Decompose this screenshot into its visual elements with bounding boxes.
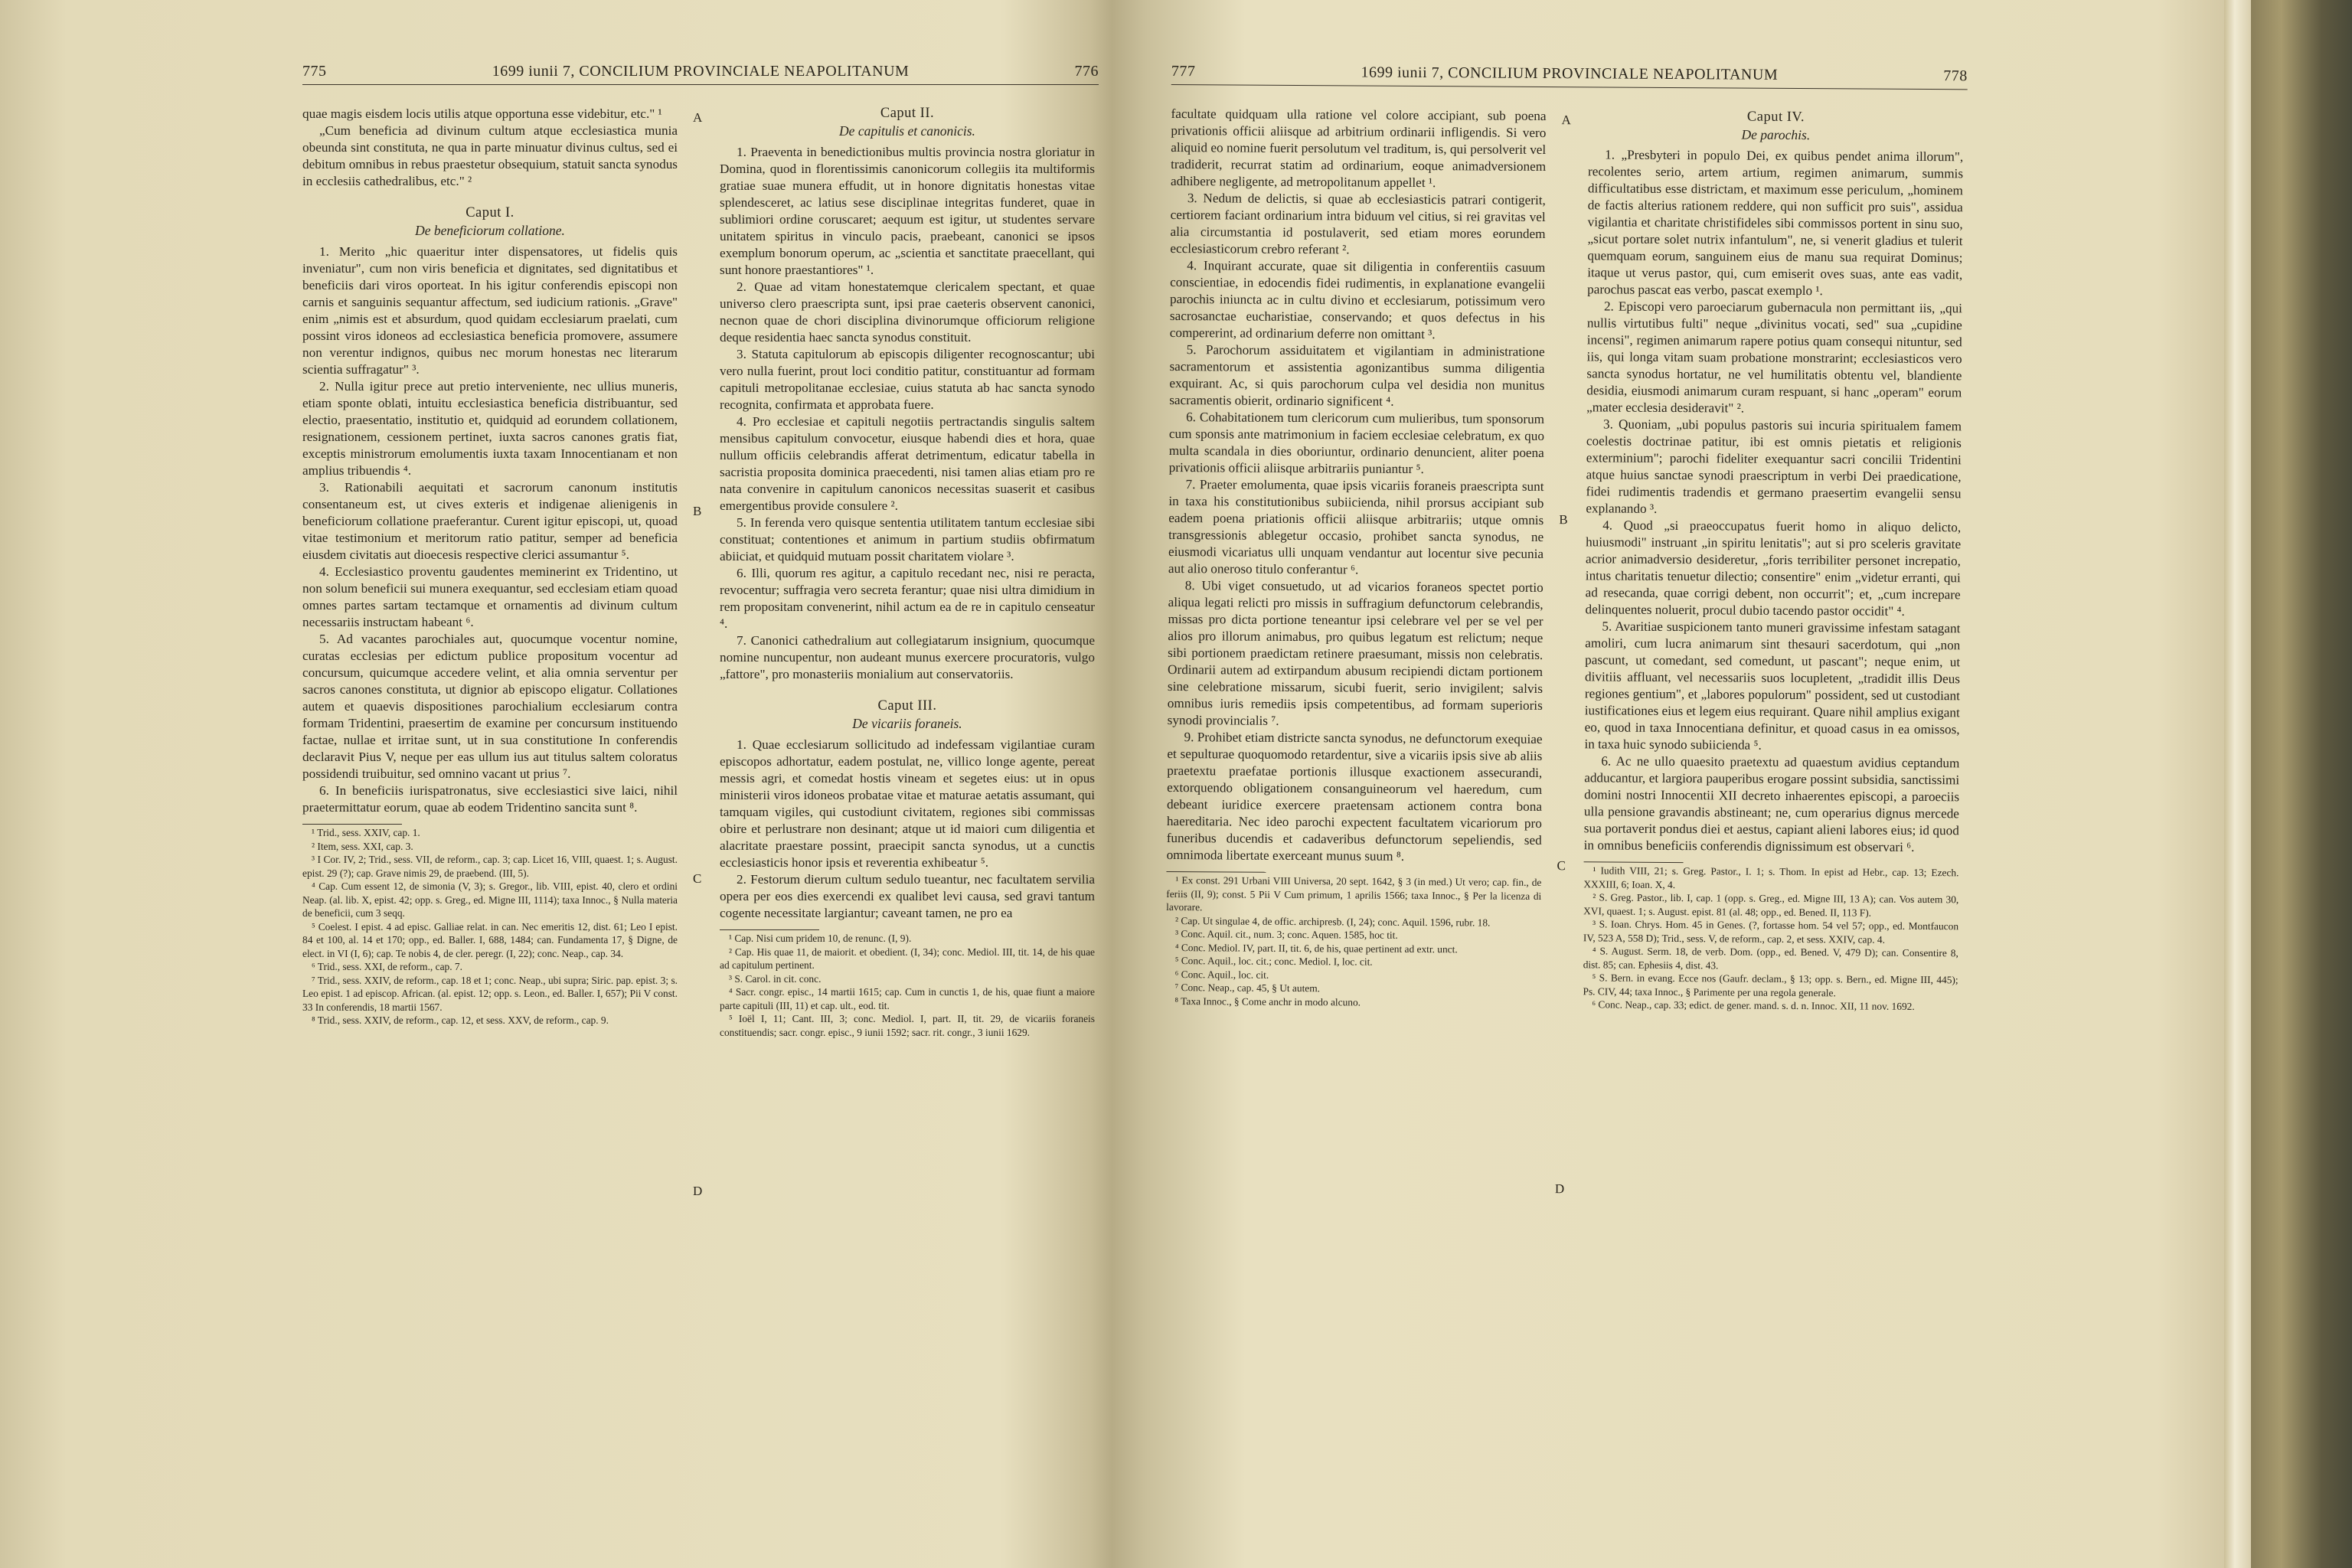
book-cover: [2251, 0, 2352, 1568]
running-header: [302, 54, 1099, 85]
paragraph: 8. Ubi viget consuetudo, ut ad vicarios foraneos spectet portio aliqua legati relicti pro missis in suffragium defunctorum celebrandis, missas pro dicta portione teneantur ipsi celebrare vel per se vel per alios pro illorum animabus, pro quibus legatum est relictum; neque sibi portionem praedictam retinere praesumant, missis non celebratis. Ordinarii autem ad extirpandum abusum recipiendi dictam portionem sine celebratione missarum, sicubi fuerit, serio invigilent; salvis omnibus iuris remediis ipsis competentibus, ad formam superioris synodi provincialis ⁷.: [1167, 578, 1544, 728]
footnote: ³ Conc. Aquil. cit., num. 3; conc. Aquen. 1585, hoc tit.: [1174, 928, 1398, 941]
margin-letter: C: [1557, 858, 1566, 874]
paragraph: 6. Cohabitationem tum clericorum cum mulieribus, tum sponsorum cum sponsis ante matrimonium in faciem ecclesiae celebratum, ex quo multa scandala in dies oboriuntur, ordinario denuncient, aliter poena privationis officii aliisque arbitrariis puniantur ⁵.: [1168, 410, 1545, 477]
column-left: [1165, 106, 1546, 1010]
chapter-subheading: De vicariis foraneis.: [852, 716, 962, 731]
footnote: ¹ Ex const. 291 Urbani VIII Universa, 20 sept. 1642, § 3 (in med.) Ut vero; cap. fin., de feriis (II, 9); const. 5 Pii V Cum primum, 1 aprilis 1566; taxa Innoc., § Per la licenza di lavorare.: [1166, 874, 1542, 913]
paragraph: „Cum beneficia ad divinum cultum atque ecclesiastica munia obeunda sint constituta, ne qua in parte minuatur divinus cultus, sed ei debitum omnibus in rebus praestetur obsequium, statuit sancta synodus in ecclesiis cathedralibus, etc." ²: [302, 123, 678, 188]
chapter-heading: Caput III.: [877, 698, 937, 714]
footnote: ⁸ Taxa Innoc., § Come anchr in modo alcuno.: [1174, 995, 1361, 1008]
paragraph: 5. Ad vacantes parochiales aut, quocumque vocentur nomine, curatas ecclesias per edictum publice propositum vocentur ad concursum, quicumque accedere velint, et alia omnia serventur per sacros canones constituta, ut dignior ab episcopo eligatur. Collationes autem et quaevis dispositiones parochialium ecclesiarum contra formam Tridentini, praesertim de examine per concursum instituendo factae, nullae et irritae sunt, ut in sua constitutione In conferendis declaravit Pius V, neque per eas ullum ius aut titulus saltem coloratus possidendi truibuitur, sed omnino vacant ut prius ⁷.: [302, 632, 678, 781]
paragraph: 1. Quae ecclesiarum sollicitudo ad indefessam vigilantiae curam episcopos adhortatur, eadem postulat, ne, villico longe agente, pereat messis agri, et comedat hostis vineam et segetes eius: ut in opus ministerii viros idoneos probatae vitae et maturae aetatis assumant, qui tamquam vigiles, qui custodiunt civitatem, regiones sibi commissas obire et perlustrare non desinant; atque ut id maiori cum diligentia et alacritate praestare possint, praecipit sancta synodus, ut a cunctis ecclesiasticis honor ipsis et reverentia exhibeatur ⁵.: [720, 737, 1095, 870]
footnote: ⁴ Sacr. congr. episc., 14 martii 1615; cap. Cum in cunctis 1, de his, quae fiunt a maiore parte capituli (III, 11) et cap. ult., eod. tit.: [720, 986, 1095, 1011]
footnote: ⁸ Trid., sess. XXIV, de reform., cap. 12, et sess. XXV, de reform., cap. 9.: [312, 1014, 609, 1026]
footnote: ⁶ Conc. Neap., cap. 33; edict. de gener. mand. s. d. n. Innoc. XII, 11 nov. 1692.: [1592, 998, 1915, 1012]
paragraph: 9. Prohibet etiam districte sancta synodus, ne defunctorum exequiae et sepulturae quoquomodo retardentur, sive a vicariis ipsis sive ab aliis praetextu praefatae portionis illusque exactionem assecurandi, extorquendo obligationem consanguineorum vel haeredum, cum debeant iuridice exercere praetensam actionem contra bona haereditaria. Nec ideo parochi expectent facultatem vicariorum pro funeribus ducendis et cadaveribus defunctorum sepeliendis, sed omnimoda libertate exerceant munus suum ⁸.: [1166, 730, 1543, 864]
paragraph: 6. In beneficiis iurispatronatus, sive ecclesiastici sive laici, nihil praetermittatur eorum, quae ab eodem Tridentino sancita sunt ⁸.: [302, 783, 678, 815]
footnote: ⁵ S. Bern. in evang. Ecce nos (Gaufr. declam., § 13; opp. s. Bern., ed. Migne III, 445); Ps. CIV, 44; taxa Innoc., § Parimente per una regola generale.: [1583, 972, 1958, 998]
footnote: ² Cap. His quae 11, de maiorit. et obedient. (I, 34); conc. Mediol. III, tit. 14, de his quae ad capitulum pertinent.: [720, 946, 1095, 971]
paragraph: 5. In ferenda vero quisque sententia utilitatem tantum ecclesiae sibi constituat; contentiones et animum in partium studiis obfirmatum abiiciat, et quidquid mutuam possit charitatem violare ³.: [720, 515, 1095, 564]
chapter-heading: Caput I.: [466, 205, 514, 220]
paragraph: 1. Praeventa in benedictionibus multis provincia nostra gloriatur in Domina, quod in florentissimis canonicorum collegiis ita multiformis gratiae suae munera effudit, ut in honore dignitatis honestas vitae splendesceret, ac latius sese disciplinae integritas funderet, quae in sublimiori ordine coruscaret; aequum est igitur, ut studentes servare unitatem spiritus in vinculo pacis, praebeant, canonici se ipsos exemplum bonorum operum, ac „scientia et sanctitate praecellant, qui sunt honore praestantiores" ¹.: [720, 145, 1095, 277]
header-title: 1699 iunii 7, CONCILIUM PROVINCIALE NEAPOLITANUM: [492, 63, 910, 80]
footnote: ³ S. Ioan. Chrys. Hom. 45 in Genes. (?, fortasse hom. 54 vel 57; opp., ed. Montfaucon IV, 523 A, 558 D); Trid., sess. V, de reform., cap. 2, et sess. XXIV, cap. 4.: [1583, 918, 1959, 946]
footnote: ⁶ Trid., sess. XXI, de reform., cap. 7.: [312, 961, 462, 972]
margin-letter: A: [693, 110, 703, 125]
margin-letter: B: [1559, 512, 1568, 528]
chapter-heading: Caput II.: [880, 106, 935, 121]
footnote: ² Cap. Ut singulae 4, de offic. archipresb. (I, 24); conc. Aquil. 1596, rubr. 18.: [1175, 914, 1491, 929]
paragraph: 6. Illi, quorum res agitur, a capitulo recedant nec, nisi re peracta, revocentur; suffragia vero secreta ferantur; quae nisi ultra dimidium in rem propositam convenerint, nihil actum ea de re in capitulo censeatur ⁴.: [720, 566, 1095, 631]
column-right: [720, 106, 1095, 1039]
right-page: [1162, 54, 1968, 1551]
footnote: ⁴ S. August. Serm. 18, de verb. Dom. (opp., ed. Bened. V, 479 D); can. Consentire 8, dist. 85; can. Ephesiis 4, dist. 43.: [1583, 945, 1958, 971]
footnote: ⁴ Cap. Cum essent 12, de simonia (V, 3); s. Gregor., lib. VIII, epist. 40, clero et ordini Neap. (al. lib. X, epist. 42; opp. s. Greg., ed. Migne III, 1114); taxa Innoc., § Nulla materia de beneficii, cum 3 seqq.: [302, 880, 678, 919]
header-title: 1699 iunii 7, CONCILIUM PROVINCIALE NEAPOLITANUM: [1361, 64, 1779, 83]
column-left: [302, 106, 678, 1027]
page-edges: [2224, 0, 2251, 1568]
paragraph: 2. Quae ad vitam honestatemque clericalem spectant, et quae universo clero praescripta sunt, ipsi prae caeteris observent canonici, necnon quae de chori disciplina divinorumque officiorum religione deque residentia haec sancta synodus constituit.: [720, 279, 1095, 345]
paragraph: 2. Episcopi vero paroeciarum gubernacula non permittant iis, „qui nullis virtutibus fulti" neque „divinitus vocati, sed" sua „cupidine incensi", regimen animarum rapere potius quam consequi nituntur, sed iis, qui longa vitam suam probatione monstrarint; ecclesiasticos vero sancta synodus hortatur, ne vel humilitatis obtentu vel, blandiente desidia, eiusmodi animarum curam respuant, si hanc „operam" eorum „mater ecclesia desideravit" ².: [1586, 299, 1963, 416]
margin-letter: C: [693, 871, 702, 886]
paragraph: 3. Statuta capitulorum ab episcopis diligenter recognoscantur; ubi vero nulla fuerint, prout loci conditio patitur, constituantur ad formam capituli metropolitanae ecclesiae, cuius statuta ab hac sancta synodo recognita, confirmata et approbata fuere.: [720, 347, 1095, 412]
footnote: ² S. Greg. Pastor., lib. I, cap. 1 (opp. s. Greg., ed. Migne III, 13 A); can. Vos autem 30, XVI, quaest. 1; s. August. epist. 81 (al. 48; opp., ed. Bened. II, 113 F).: [1583, 891, 1959, 919]
footnote: ⁶ Conc. Aquil., loc. cit.: [1174, 968, 1269, 981]
margin-letter: B: [693, 504, 702, 518]
chapter-heading: Caput IV.: [1746, 109, 1805, 126]
running-header: [1171, 54, 1968, 90]
paragraph: 7. Canonici cathedralium aut collegiatarum insignium, quocumque nomine nuncupentur, non audeant munus exercere procuratoris, vulgo „fattore", pro monasteriis monialium aut conservatoriis.: [720, 633, 1095, 681]
paragraph: 6. Ac ne ullo quaesito praetextu ad quaestum avidius ceptandum adducantur, et largiora pauperibus erogare possint subsidia, sanctissimi domini nostri Innocentii XII decreto inhaerentes episcopi, a paroeciis ulla pensione gravandis abstineant; ne, cum operarius dignus mercede sua portaverit pondus diei et aestus, capiant alieni labores eius; id quod in omnibus beneficiis conferendis dignissimum est observari ⁶.: [1583, 753, 1960, 854]
footnote: ⁷ Trid., sess. XXIV, de reform., cap. 18 et 1; conc. Neap., ubi supra; Siric. pap. epist. 3; s. Leo epist. 1 ad episcop. African. (al. epist. 12; opp. s. Leon., ed. Baller. I, 657); Pii V const. 33 In conferendis, 18 martii 1567.: [302, 974, 678, 1013]
paragraph: 4. Quod „si praeoccupatus fuerit homo in aliquo delicto, huiusmodi" instruant „in spiritu lenitatis"; aut si pro sceleris gravitate acrior animadversio desideretur, „foris terribiliter personet increpatio, intus charitatis tenuetur dilectio; consentire" enim „videtur erranti, qui ad resecanda, quae corrigi debent, non occurrit"; et, „cum increpare delinquentes noluerit, procul dubio tacendo pastor occidit" ⁴.: [1585, 518, 1962, 619]
footnote: ¹ Iudith VIII, 21; s. Greg. Pastor., I. 1; s. Thom. In epist ad Hebr., cap. 13; Ezech. XXXIII, 6; Ioan. X, 4.: [1583, 864, 1959, 890]
page-number: 778: [1943, 67, 1968, 85]
paragraph: facultate quidquam ulla ratione vel colore accipiant, sub poena privationis officii aliisque ad arbitrium ordinarii infligendis. Si vero aliquid eo nomine fuerit persolutum vel traditum, is, qui persolverit vel tradiderit, recurrat statim ad ordinarium, eoque animadversionem adhibere negligente, ad metropolitanum appellet ¹.: [1170, 106, 1547, 191]
footnote: ⁵ Ioël I, 11; Cant. III, 3; conc. Mediol. I, part. II, tit. 29, de vicariis foraneis constituendis; sacr. congr. episc., 9 iunii 1592; sacr. rit. congr., 3 iunii 1629.: [720, 1013, 1095, 1038]
column-right: [1583, 108, 1963, 1013]
footnote: ¹ Cap. Nisi cum pridem 10, de renunc. (I, 9).: [729, 933, 912, 944]
left-page: [302, 54, 1099, 1547]
paragraph: 5. Avaritiae suspicionem tanto muneri gravissime infestam satagant amoliri, cum lucra animarum sint thesauri sacerdotum, qui „non pascunt, ut comedant, sed comedunt, ut pascant"; neque enim, ut divitiis affluant, vel necessariis suos locupletent, „tradidit illis Deus regiones gentium", et „labores populorum" possident, sed ut custodiant iustificationes eius et legem eius requirant. Quare nihil amplius exigant eo, quod in taxa Innocentiana definitur, et quoad casus in ea omissos, in taxa huic synodo subiicienda ⁵.: [1584, 619, 1961, 753]
page-number: 777: [1171, 62, 1196, 80]
footnote: ⁵ Conc. Aquil., loc. cit.; conc. Mediol. I, loc. cit.: [1174, 955, 1373, 968]
footnote: ¹ Trid., sess. XXIV, cap. 1.: [312, 827, 420, 838]
paragraph: 4. Ecclesiastico proventu gaudentes meminerint ex Tridentino, ut non solum beneficii sui munera exequantur, sed ecclesiam etiam quoad omnes partes sartam tectamque et ornamentis ad divinum cultum necessariis instructam habeant ⁶.: [302, 564, 678, 629]
paragraph: 3. Nedum de delictis, si quae ab ecclesiasticis patrari contigerit, certiorem faciant ordinarium intra biduum vel citius, si rei gravitas vel alia circumstantia id postulaverit, sed etiam mores eorundem ecclesiasticorum crebro referant ².: [1170, 191, 1546, 257]
paragraph: 1. „Presbyteri in populo Dei, ex quibus pendet anima illorum", recolentes serio, artem artium, regimen animarum, summis difficultatibus esse districtam, et maximum esse periculum, „hominem de factis alterius rationem reddere, qui non sufficit pro suis", assidua vigilantia et charitate christifideles sibi commissos portent in sinu suo, „sicut portare solet nutrix infantulum", ne, si venerit gladius et tulerit quemquam eorum, sanguinem eius de manu sua requirat Dominus; itaque ut verus pastor, qui, cum emiserit oves suas, ante eas vadit, parochus pascat eas verbo, pascat exemplo ¹.: [1587, 147, 1964, 299]
footnote: ⁴ Conc. Mediol. IV, part. II, tit. 6, de his, quae pertinent ad extr. unct.: [1174, 941, 1458, 955]
chapter-subheading: De parochis.: [1741, 126, 1811, 143]
paragraph: 4. Pro ecclesiae et capituli negotiis pertractandis singulis saltem mensibus capitulum convocetur, eiusque habendi dies et hora, quae nullum officiis celebrandis afferat detrimentum, edicatur tabella in sacristia proposita dominica praecedenti, nisi tamen alias etiam pro re nata convenire in capitulum canonicos necessitas suaserit et casibus emergentibus provide consulere ².: [720, 414, 1095, 513]
margin-letter: D: [693, 1184, 703, 1198]
paragraph: 3. Rationabili aequitati et sacrorum canonum institutis consentaneum est, ut cives exteris et indigenae alienigenis in beneficiorum collatione praeferantur. Curent igitur episcopi, ut, quoad vitae testimonium et meritorum ratio patitur, semper ad beneficia eiusdem civitatis aut dioecesis respective clerici assumantur ⁵.: [302, 480, 678, 562]
footnote: ⁷ Conc. Neap., cap. 45, § Ut autem.: [1174, 982, 1321, 995]
footnote: ³ S. Carol. in cit. conc.: [729, 972, 822, 985]
page-number: 776: [1074, 63, 1099, 80]
paragraph: 2. Nulla igitur prece aut pretio interveniente, nec ullius muneris, etiam sponte oblati, intuitu ecclesiastica beneficia distribuantur, sed electio, praesentatio, institutio et, quidquid ad eorundem collationem, resignationem, cessionem pertinet, iuxta sacros canones gratis fiat, exceptis ministrorum emolumentis iuxta taxam Innocentianam et non amplius tribuendis ⁴.: [302, 379, 678, 478]
chapter-subheading: De beneficiorum collatione.: [415, 223, 565, 238]
footnote: ³ I Cor. IV, 2; Trid., sess. VII, de reform., cap. 3; cap. Licet 16, VIII, quaest. 1; s. August. epist. 29 (?); cap. Grave nimis 29, de praebend. (III, 5).: [302, 854, 678, 879]
paragraph: quae magis eisdem locis utilis atque opportuna esse videbitur, etc." ¹: [302, 106, 662, 121]
chapter-subheading: De capitulis et canonicis.: [839, 123, 975, 139]
margin-letters: [693, 106, 716, 1484]
paragraph: 3. Quoniam, „ubi populus pastoris sui incuria spiritualem famem coelestis doctrinae patitur, ibi est omnis pietatis et religionis exterminium"; parochi fideliter exequantur sacri concilii Tridentini atque huius sanctae synodi praescriptum in verbi Dei praedicatione, fidei rudimentis tradendis et germano praesertim evangelii sensu explanando ³.: [1586, 416, 1962, 516]
paragraph: 1. Merito „hic quaeritur inter dispensatores, ut fidelis quis inveniatur", cum non viris beneficia et dignitates, sed dignitatibus et beneficiis dari viros oporteat. In his igitur conferendis episcopi non carnis et sanguinis sequantur affectum, sed iudicium rationis. „Grave" enim „nimis est et absurdum, quod quidam ecclesiarum praelati, cum possint viros idoneos ad ecclesiastica beneficia promovere, assumere non verentur indignos, quibus nec morum honestas nec literarum scientia suffragatur" ³.: [302, 244, 678, 377]
page-number: 775: [302, 63, 327, 80]
footnote: ² Item, sess. XXI, cap. 3.: [312, 840, 413, 852]
margin-letters: [1553, 108, 1585, 1486]
margin-letter: A: [1561, 113, 1571, 128]
footnote: ⁵ Coelest. I epist. 4 ad episc. Galliae relat. in can. Nec emeritis 12, dist. 61; Leo I epist. 84 et 100, al. 14 et 170; opp., ed. Baller. I, 688, 1484; can. Fundamenta 17, § Digne, de elect. in VI (I, 6); cap. Te nobis 4, de cler. peregr. (I, 22); conc. Neap., cap. 34.: [302, 920, 678, 959]
paragraph: 7. Praeter emolumenta, quae ipsis vicariis foraneis praescripta sunt in taxa his constitutionibus subiicienda, nihil prorsus accipiant sub eadem poena priationis officii aliisque arbitrariis; utque omnis transgressionis ablegetur occasio, prohibet sancta synodus, ne eiusmodi vicariatus ulli unquam vendantur aut locentur sive pecunia aut alio oneroso titulo conferantur ⁶.: [1168, 477, 1544, 577]
paragraph: 4. Inquirant accurate, quae sit diligentia in conferentiis casuum conscientiae, in edocendis fidei rudimentis, in explanatione evangelii parochis iniuncta ac in cultu divino et ecclesiarum, potissimum vero sacrosanctae eucharistiae, conservando; et quos defectus in his compererint, ad ordinarium deferre non omittant ³.: [1169, 258, 1546, 342]
paragraph: 5. Parochorum assiduitatem et vigilantiam in administratione sacramentorum et assistentia agonizantibus summa diligentia exquirant. Ac, si quis parochorum culpa vel desidia non munitus sacramentis obierit, ordinario significent ⁴.: [1169, 342, 1545, 409]
margin-letter: D: [1554, 1181, 1565, 1197]
paragraph: 2. Festorum dierum cultum sedulo tueantur, nec facultatem servilia opera per eos dies exercendi ex qualibet levi causa, sed gravi tantum cogente necessitate largiantur; caveant tamen, ne pro ea: [720, 872, 1095, 920]
